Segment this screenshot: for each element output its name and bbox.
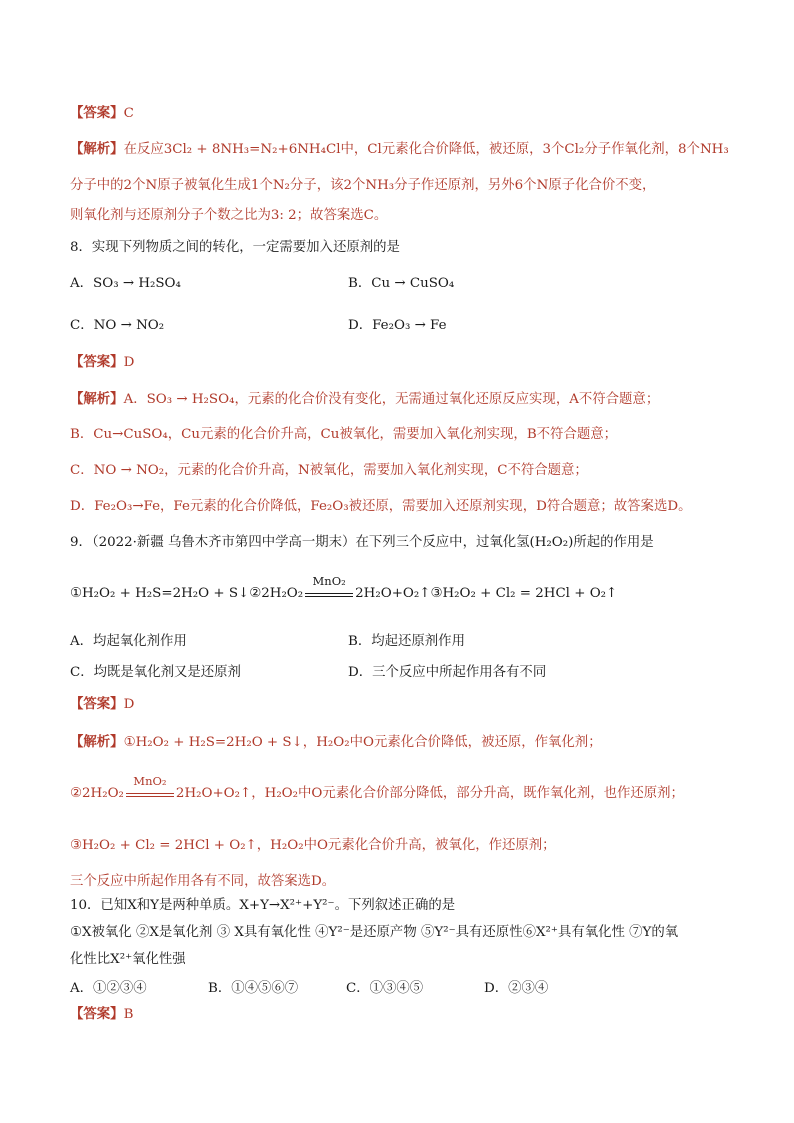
q9-answer: D — [123, 697, 135, 712]
analysis-label: 【解析】 — [70, 141, 124, 157]
q8-analysis-line-2: B．Cu→CuSO₄，Cu元素的化合价升高，Cu被氧化，需要加入氧化剂实现，B不符合题意； — [70, 427, 618, 442]
q7-answer-line — [70, 104, 734, 123]
q8-option-b: B．Cu → CuSO₄ — [348, 276, 455, 291]
q8-analysis-line-4: D．Fe₂O₃→Fe，Fe元素的化合价降低，Fe₂O₃被还原，需要加入还原剂实现，D符合题意；故答案选D。 — [70, 499, 692, 514]
q8-option-a: A．SO₃ → H₂SO₄ — [70, 276, 181, 291]
q7-analysis-line-1 — [70, 140, 734, 159]
q7-analysis-text-1: 在反应3Cl₂ + 8NH₃=N₂+6NH₄Cl中，Cl元素化合价降低，被还原，3个Cl₂分子作氧化剂，8个NH₃ — [123, 142, 729, 157]
q9-option-c: C．均既是氧化剂又是还原剂 — [70, 665, 241, 680]
q9-catalyst-arrow — [303, 574, 355, 603]
q9-catalyst: MnO₂ — [312, 574, 346, 588]
q9-option-d: D．三个反应中所起作用各有不同 — [348, 665, 547, 680]
q9-stem: 9．（2022·新疆 乌鲁木齐市第四中学高一期末）在下列三个反应中，过氧化氢(H₂O₂)所起的作用是 — [70, 535, 654, 550]
analysis-label: 【解析】 — [70, 734, 124, 750]
q9-analysis-catalyst: MnO₂ — [133, 774, 167, 788]
q8-analysis-line-3: C．NO → NO₂，元素的化合价升高，N被氧化，需要加入氧化剂实现，C不符合题意； — [70, 463, 588, 478]
q9-analysis-line-1 — [70, 733, 734, 752]
q10-statements-line-1: ①X被氧化 ②X是氧化剂 ③ X具有氧化性 ④Y²⁻是还原产物 ⑤Y²⁻具有还原性⑥X²⁺具有氧化性 ⑦Y的氧 — [70, 925, 679, 940]
q8-option-d: D．Fe₂O₃ → Fe — [348, 318, 447, 333]
answer-label: 【答案】 — [70, 354, 124, 370]
q8-option-c: C．NO → NO₂ — [70, 318, 165, 333]
q7-analysis-line-2: 分子中的2个N原子被氧化生成1个N₂分子，该2个NH₃分子作还原剂，另外6个N原子化合价不变， — [70, 178, 656, 193]
q10-answer: B — [123, 1007, 134, 1022]
q8-stem: 8．实现下列物质之间的转化，一定需要加入还原剂的是 — [70, 240, 400, 255]
answer-label: 【答案】 — [70, 105, 124, 121]
q8-answer: D — [123, 355, 135, 370]
q9-reactions-pre: ①H₂O₂ + H₂S=2H₂O + S↓②2H₂O₂ — [70, 586, 304, 601]
analysis-label: 【解析】 — [70, 391, 124, 407]
q8-analysis-text-1: A．SO₃ → H₂SO₄，元素的化合价没有变化，无需通过氧化还原反应实现，A不符合题意； — [123, 392, 660, 407]
q9-reactions-post: 2H₂O+O₂↑③H₂O₂ + Cl₂ = 2HCl + O₂↑ — [355, 586, 618, 601]
q10-statements-line-2: 化性比X²⁺氧化性强 — [70, 952, 186, 967]
q8-answer-line — [70, 353, 734, 372]
q9-option-a: A．均起氧化剂作用 — [70, 634, 187, 649]
q9-reactions — [70, 574, 734, 603]
q10-option-b: B．①④⑤⑥⑦ — [208, 981, 299, 996]
q7-answer: C — [123, 106, 134, 121]
q9-analysis-line-4: 三个反应中所起作用各有不同，故答案选D。 — [70, 874, 336, 889]
q7-analysis-line-3: 则氧化剂与还原剂分子个数之比为3: 2；故答案选C。 — [70, 208, 388, 223]
q10-answer-line — [70, 1005, 734, 1024]
answer-label: 【答案】 — [70, 1006, 124, 1022]
q9-analysis-2-pre: ②2H₂O₂ — [70, 786, 124, 801]
q9-analysis-text-1: ①H₂O₂ + H₂S=2H₂O + S↓，H₂O₂中O元素化合价降低，被还原，作氧化剂； — [123, 735, 602, 750]
q9-analysis-catalyst-arrow — [124, 774, 176, 803]
q8-analysis-line-1 — [70, 390, 734, 409]
q10-option-d: D．②③④ — [484, 981, 549, 996]
q10-option-c: C．①③④⑤ — [346, 981, 424, 996]
q9-analysis-line-3: ③H₂O₂ + Cl₂ = 2HCl + O₂↑，H₂O₂中O元素化合价升高，被氧化，作还原剂； — [70, 838, 556, 853]
q9-analysis-line-2 — [70, 774, 734, 803]
answer-label: 【答案】 — [70, 696, 124, 712]
q9-analysis-2-post: 2H₂O+O₂↑，H₂O₂中O元素化合价部分降低，部分升高，既作氧化剂，也作还原剂； — [175, 786, 684, 801]
q9-option-b: B．均起还原剂作用 — [348, 634, 465, 649]
q9-answer-line — [70, 695, 734, 714]
q10-stem: 10．已知X和Y是两种单质。X+Y→X²⁺+Y²⁻。下列叙述正确的是 — [70, 898, 456, 913]
q10-option-a: A．①②③④ — [70, 981, 147, 996]
